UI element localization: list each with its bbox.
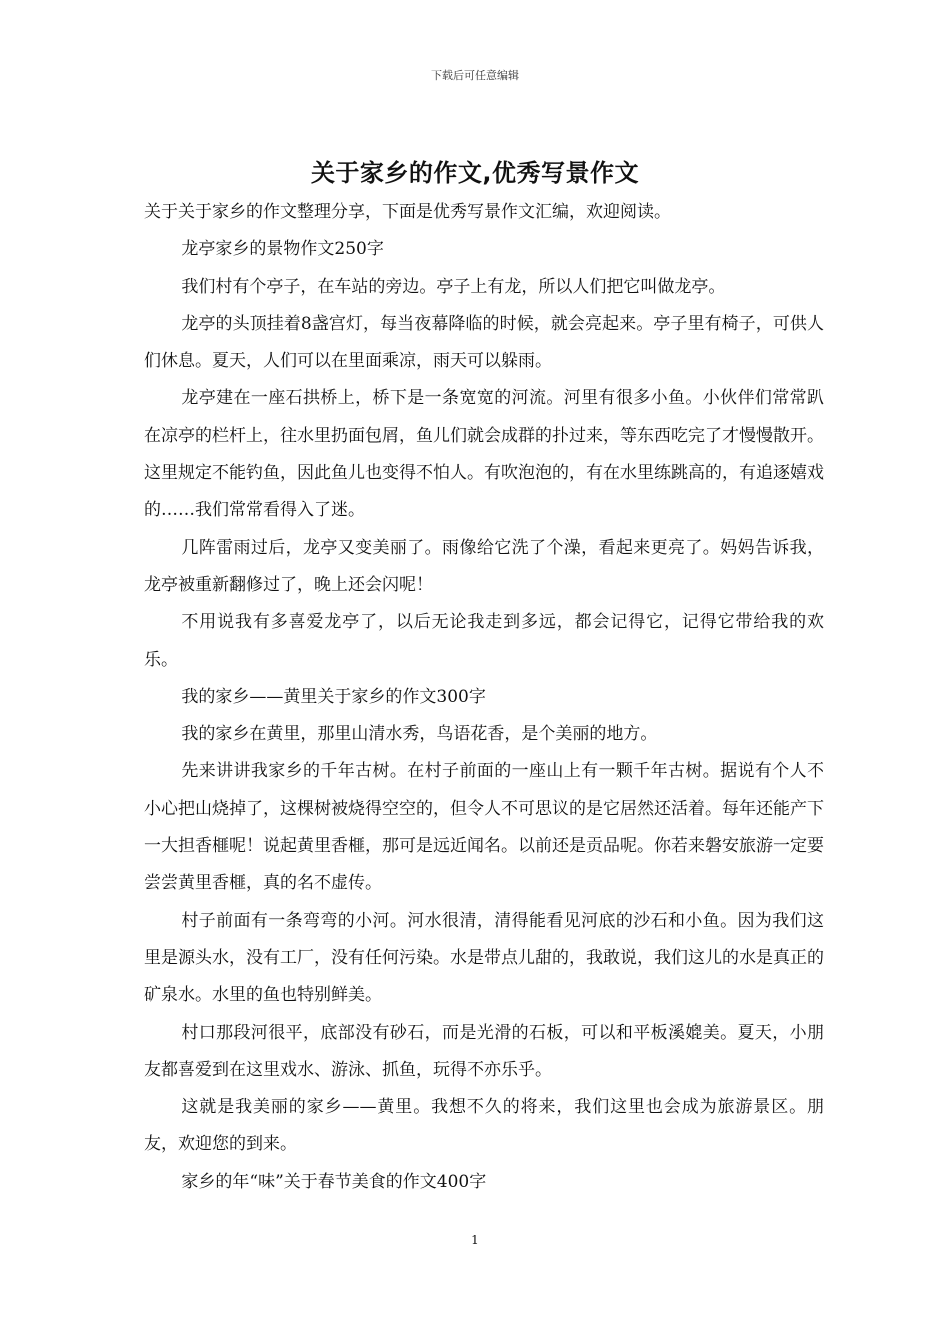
section-heading: 龙亭家乡的景物作文250字 bbox=[181, 239, 384, 260]
paragraph: 几阵雷雨过后，龙亭又变美丽了。雨像给它洗了个澡，看起来更亮了。妈妈告诉我，龙亭被重新翻修过了，晚上还会闪呢！ bbox=[144, 537, 824, 595]
section-heading: 家乡的年“味”关于春节美食的作文400字 bbox=[181, 1171, 487, 1192]
paragraph: 这就是我美丽的家乡——黄里。我想不久的将来，我们这里也会成为旅游景区。朋友，欢迎您的到来。 bbox=[144, 1097, 824, 1155]
document-body bbox=[144, 194, 824, 1201]
paragraph: 村口那段河很平，底部没有砂石，而是光滑的石板，可以和平板溪媲美。夏天，小朋友都喜爱到在这里戏水、游泳、抓鱼，玩得不亦乐乎。 bbox=[144, 1022, 824, 1080]
paragraph: 先来讲讲我家乡的千年古树。在村子前面的一座山上有一颗千年古树。据说有个人不小心把山烧掉了，这棵树被烧得空空的，但令人不可思议的是它居然还活着。每年还能产下一大担香榧呢！说起黄里香榧，那可是远近闻名。以前还是贡品呢。你若来磐安旅游一定要尝尝黄里香榧，真的名不虚传。 bbox=[144, 761, 824, 894]
page-header-note: 下载后可任意编辑 bbox=[431, 69, 519, 82]
paragraph: 我们村有个亭子，在车站的旁边。亭子上有龙，所以人们把它叫做龙亭。 bbox=[181, 276, 726, 297]
page-number: 1 bbox=[471, 1233, 479, 1247]
intro-paragraph: 关于关于家乡的作文整理分享，下面是优秀写景作文汇编，欢迎阅读。 bbox=[144, 202, 671, 222]
paragraph: 龙亭建在一座石拱桥上，桥下是一条宽宽的河流。河里有很多小鱼。小伙伴们常常趴在凉亭的栏杆上，往水里扔面包屑，鱼儿们就会成群的扑过来，等东西吃完了才慢慢散开。这里规定不能钓鱼，因此鱼儿也变得不怕人。有吹泡泡的，有在水里练跳高的，有追逐嬉戏的……我们常常看得入了迷。 bbox=[144, 388, 824, 521]
section-heading: 我的家乡——黄里关于家乡的作文300字 bbox=[181, 686, 486, 707]
document-title: 关于家乡的作文,优秀写景作文 bbox=[310, 159, 640, 187]
paragraph: 不用说我有多喜爱龙亭了，以后无论我走到多远，都会记得它，记得它带给我的欢乐。 bbox=[144, 612, 824, 670]
paragraph: 龙亭的头顶挂着8盏宫灯，每当夜幕降临的时候，就会亮起来。亭子里有椅子，可供人们休息。夏天，人们可以在里面乘凉，雨天可以躲雨。 bbox=[144, 313, 824, 372]
paragraph: 村子前面有一条弯弯的小河。河水很清，清得能看见河底的沙石和小鱼。因为我们这里是源头水，没有工厂，没有任何污染。水是带点儿甜的，我敢说，我们这儿的水是真正的矿泉水。水里的鱼也特别鲜美。 bbox=[144, 910, 824, 1006]
paragraph: 我的家乡在黄里，那里山清水秀，鸟语花香，是个美丽的地方。 bbox=[181, 724, 658, 745]
